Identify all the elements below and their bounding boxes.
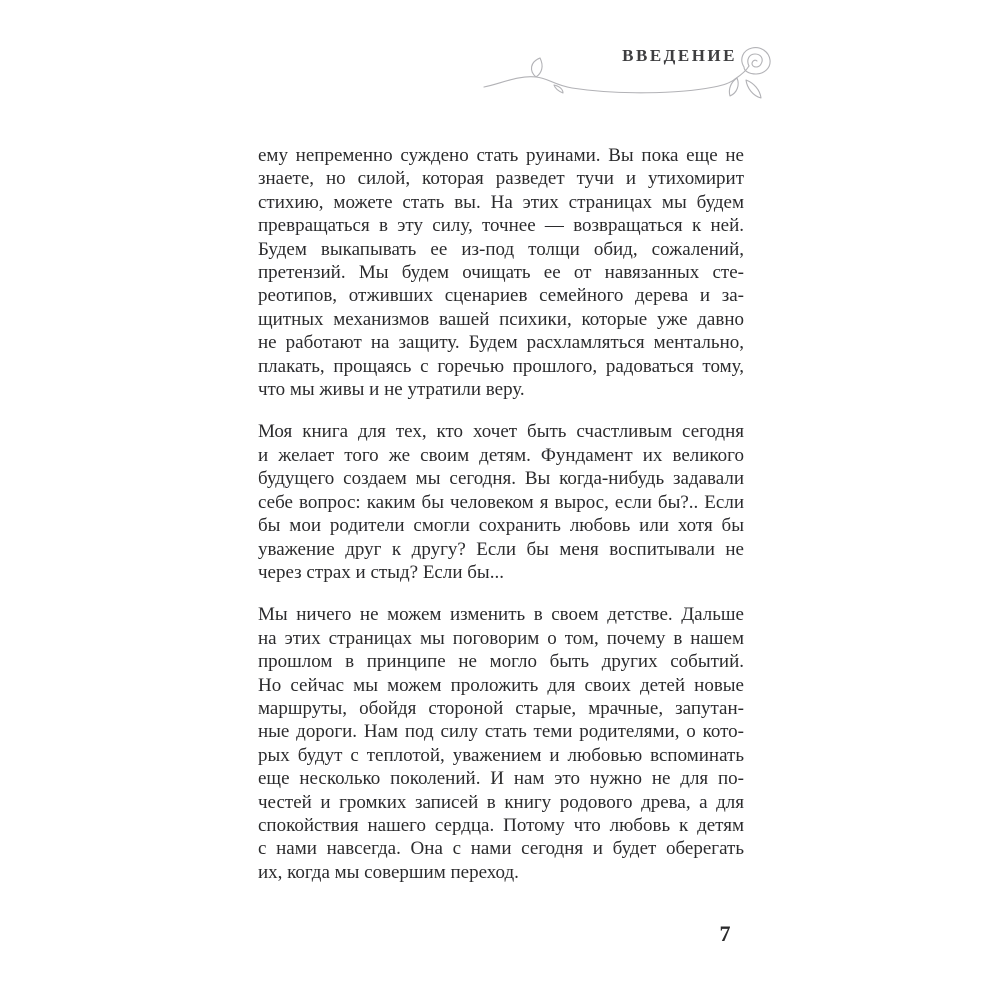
text-line: на этих страницах мы поговорим о том, почему в нашем — [258, 627, 744, 649]
text-line: реотипов, отживших сценариев семейного дерева и за- — [258, 285, 744, 307]
text-line: будущего создаем мы сегодня. Вы когда-нибудь задавали — [258, 468, 744, 490]
text-line: ные дороги. Нам под силу стать теми родителями, о кото- — [258, 721, 744, 743]
text-line: спокойствия нашего сердца. Потому что любовь к детям — [258, 814, 744, 836]
text-line: знаете, но силой, которая разведет тучи и утихомирит — [258, 168, 744, 190]
rose-flourish-icon — [478, 42, 788, 117]
text-line: не работают на защиту. Будем расхламляться ментально, — [258, 332, 744, 354]
text-line: с нами навсегда. Она с нами сегодня и будет оберегать — [258, 838, 744, 860]
text-line: Мы ничего не можем изменить в своем детстве. Дальше — [258, 604, 744, 626]
text-line: ему непременно суждено стать руинами. Вы пока еще не — [258, 145, 744, 166]
body-text — [258, 144, 744, 884]
text-line: еще несколько поколений. И нам это нужно не для по- — [258, 768, 744, 790]
text-line: претензий. Мы будем очищать ее от навязанных сте- — [258, 262, 744, 284]
text-line: Но сейчас мы можем проложить для своих детей новые — [258, 674, 744, 696]
text-line: честей и громких записей в книгу родового древа, а для — [258, 791, 744, 813]
text-line: бы мои родители смогли сохранить любовь или хотя бы — [258, 515, 744, 537]
text-line: и желает того же своим детям. Фундамент их великого — [258, 444, 744, 466]
text-line: что мы живы и не утратили веру. — [258, 379, 525, 401]
text-line: маршруты, обойдя стороной старые, мрачные, запутан- — [258, 697, 744, 719]
page-header-title: ВВЕДЕНИЕ — [622, 46, 737, 65]
text-line: через страх и стыд? Если бы... — [258, 561, 504, 583]
paragraph — [258, 603, 744, 884]
text-line: их, когда мы совершим переход. — [258, 861, 519, 883]
text-line: Моя книга для тех, кто хочет быть счастливым сегодня — [258, 421, 744, 443]
text-line: Будем выкапывать ее из-под толщи обид, сожалений, — [258, 238, 744, 260]
text-line: уважение друг к другу? Если бы меня воспитывали не — [258, 538, 744, 560]
page-number: 7 — [719, 921, 731, 946]
text-line: рых будут с теплотой, уважением и любовью вспоминать — [258, 744, 744, 766]
text-line: стихию, можете стать вы. На этих страницах мы будем — [258, 191, 744, 213]
text-line: плакать, прощаясь с горечью прошлого, радоваться тому, — [258, 355, 744, 377]
text-line: превращаться в эту силу, точнее — возвращаться к ней. — [258, 215, 744, 237]
text-line: себе вопрос: каким бы человеком я вырос, если бы?.. Если — [258, 491, 744, 513]
text-line: щитных механизмов вашей психики, которые уже давно — [258, 308, 744, 330]
paragraph — [258, 420, 744, 584]
paragraph — [258, 144, 744, 401]
text-line: прошлом в принципе не могло быть других событий. — [258, 651, 744, 673]
